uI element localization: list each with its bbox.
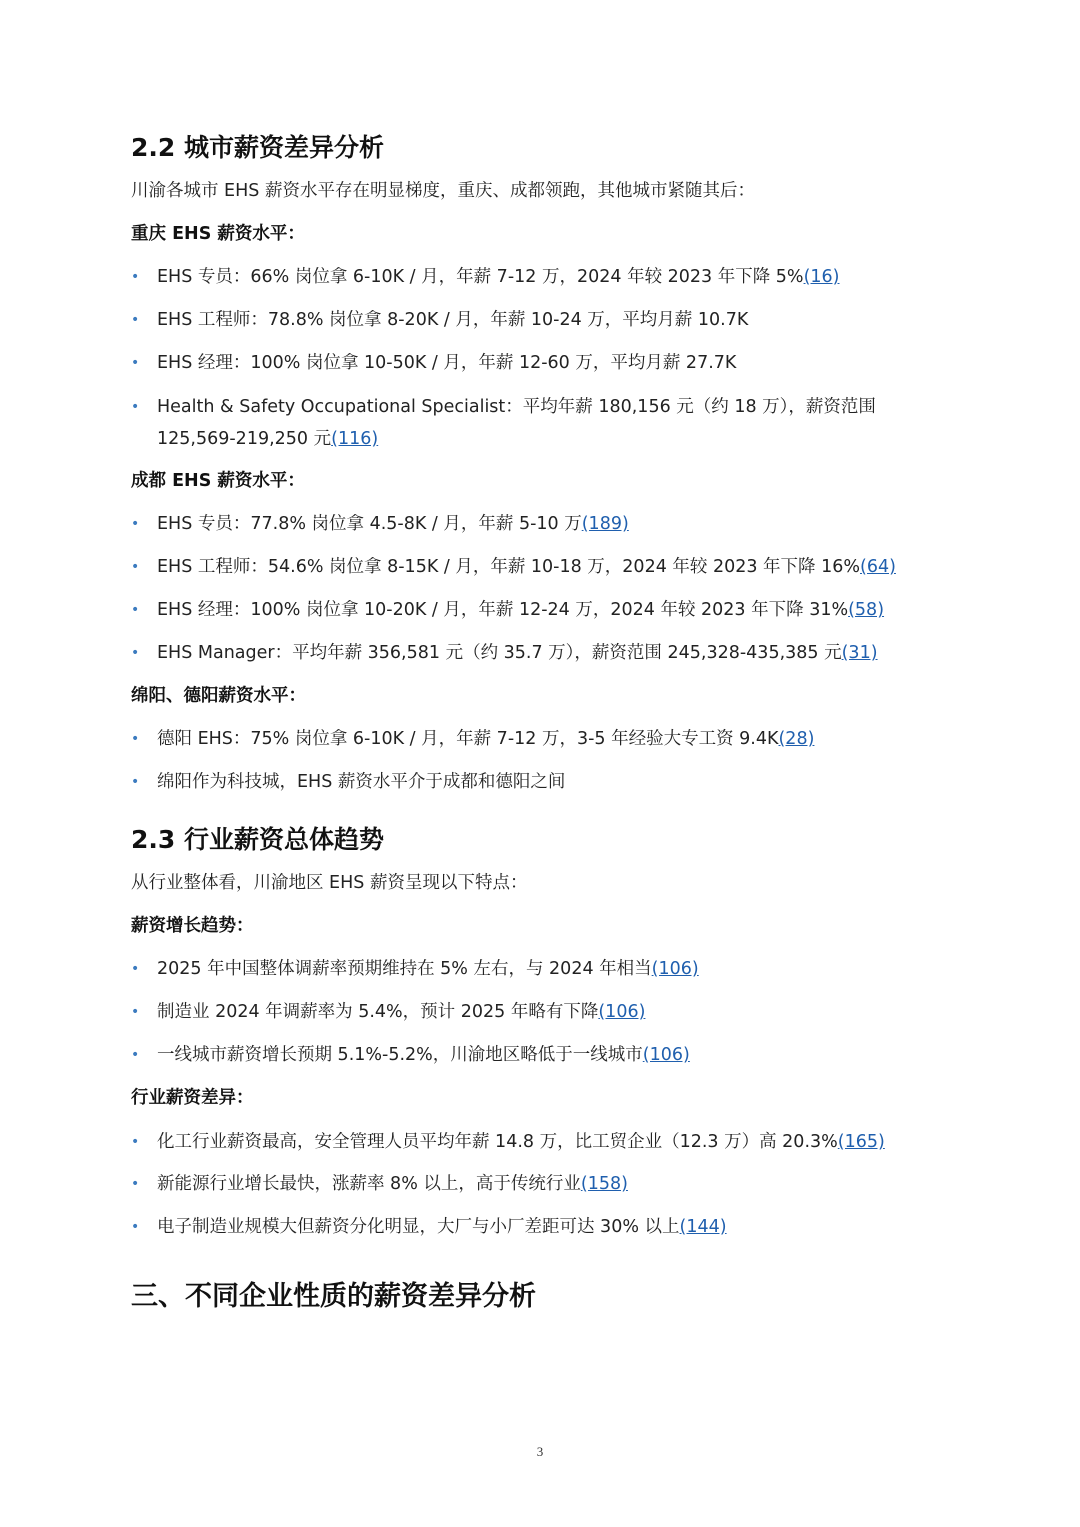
reference-link[interactable]: (31) [841, 643, 878, 663]
bullet-list-chongqing [131, 256, 951, 460]
list-item: • 新能源行业增长最快，涨薪率 8% 以上，高于传统行业(158) [131, 1163, 951, 1206]
reference-link[interactable]: (106) [642, 1045, 690, 1065]
list-item: • EHS 工程师：78.8% 岗位拿 8-20K / 月，年薪 10-24 万，平均月薪 10.7K [131, 299, 951, 342]
section-heading-2-3: 2.3 行业薪资总体趋势 [131, 825, 384, 854]
group-title-mianyang-deyang: 绵阳、德阳薪资水平： [131, 686, 306, 706]
group-title-chengdu: 成都 EHS 薪资水平： [131, 471, 305, 491]
reference-link[interactable]: (158) [580, 1174, 628, 1194]
list-item: • 电子制造业规模大但薪资分化明显，大厂与小厂差距可达 30% 以上(144) [131, 1206, 951, 1249]
list-item: • 德阳 EHS：75% 岗位拿 6-10K / 月，年薪 7-12 万，3-5 年经验大专工资 9.4K(28) [131, 718, 951, 761]
reference-link[interactable]: (16) [803, 267, 840, 287]
bullet-icon: • [131, 1004, 140, 1020]
list-item: • EHS 经理：100% 岗位拿 10-20K / 月，年薪 12-24 万，2024 年较 2023 年下降 31%(58) [131, 589, 951, 632]
bullet-icon: • [131, 602, 140, 618]
bullet-list-industry-diff [131, 1120, 951, 1249]
list-item: • EHS 专员：66% 岗位拿 6-10K / 月，年薪 7-12 万，2024 年较 2023 年下降 5%(16) [131, 256, 951, 299]
group-title-industry-diff: 行业薪资差异： [131, 1088, 254, 1108]
bullet-icon: • [131, 355, 140, 371]
list-item: • EHS 专员：77.8% 岗位拿 4.5-8K / 月，年薪 5-10 万(189) [131, 503, 951, 546]
chapter-heading: 三、不同企业性质的薪资差异分析 [131, 1281, 536, 1312]
bullet-list-mianyang-deyang [131, 718, 951, 804]
reference-link[interactable]: (189) [581, 514, 629, 534]
page-number: 3 [536, 1444, 544, 1459]
list-item: • 制造业 2024 年调薪率为 5.4%，预计 2025 年略有下降(106) [131, 991, 951, 1034]
bullet-icon: • [131, 961, 140, 977]
bullet-list-chengdu [131, 503, 951, 675]
reference-link[interactable]: (116) [331, 429, 379, 449]
reference-link[interactable]: (106) [598, 1002, 646, 1022]
group-title-growth-trend: 薪资增长趋势： [131, 916, 254, 936]
bullet-icon: • [131, 559, 140, 575]
reference-link[interactable]: (28) [778, 729, 815, 749]
bullet-icon: • [131, 731, 140, 747]
reference-link[interactable]: (58) [848, 600, 885, 620]
list-item: • 2025 年中国整体调薪率预期维持在 5% 左右，与 2024 年相当(106) [131, 948, 951, 991]
bullet-icon: • [131, 1219, 140, 1235]
list-item: • Health & Safety Occupational Specialist：平均年薪 180,156 元（约 18 万），薪资范围 125,569-219,250 元(116) [131, 385, 951, 460]
reference-link[interactable]: (106) [651, 959, 699, 979]
reference-link[interactable]: (165) [837, 1132, 885, 1152]
list-item: • 化工行业薪资最高，安全管理人员平均年薪 14.8 万，比工贸企业（12.3 万）高 20.3%(165) [131, 1120, 951, 1163]
bullet-icon: • [131, 1047, 140, 1063]
bullet-list-growth-trend [131, 948, 951, 1077]
list-item: • EHS 经理：100% 岗位拿 10-50K / 月，年薪 12-60 万，平均月薪 27.7K [131, 342, 951, 385]
bullet-icon: • [131, 269, 140, 285]
section-intro: 川渝各城市 EHS 薪资水平存在明显梯度，重庆、成都领跑，其他城市紧随其后： [131, 181, 755, 201]
list-item: • 一线城市薪资增长预期 5.1%-5.2%，川渝地区略低于一线城市(106) [131, 1034, 951, 1077]
list-item: • EHS 工程师：54.6% 岗位拿 8-15K / 月，年薪 10-18 万，2024 年较 2023 年下降 16%(64) [131, 546, 951, 589]
bullet-icon: • [131, 774, 140, 790]
section-heading-2-2: 2.2 城市薪资差异分析 [131, 133, 384, 162]
reference-link[interactable]: (64) [860, 557, 896, 577]
page-content [131, 126, 951, 1321]
bullet-icon: • [131, 645, 140, 661]
bullet-icon: • [131, 312, 140, 328]
bullet-icon: • [131, 399, 140, 415]
bullet-icon: • [131, 516, 140, 532]
section-intro: 从行业整体看，川渝地区 EHS 薪资呈现以下特点： [131, 873, 528, 893]
group-title-chongqing: 重庆 EHS 薪资水平： [131, 224, 305, 244]
list-item: • EHS Manager：平均年薪 356,581 元（约 35.7 万），薪资范围 245,328-435,385 元(31) [131, 632, 951, 675]
bullet-icon: • [131, 1176, 140, 1192]
list-item: • 绵阳作为科技城，EHS 薪资水平介于成都和德阳之间 [131, 761, 951, 804]
reference-link[interactable]: (144) [679, 1217, 727, 1237]
bullet-icon: • [131, 1134, 140, 1150]
